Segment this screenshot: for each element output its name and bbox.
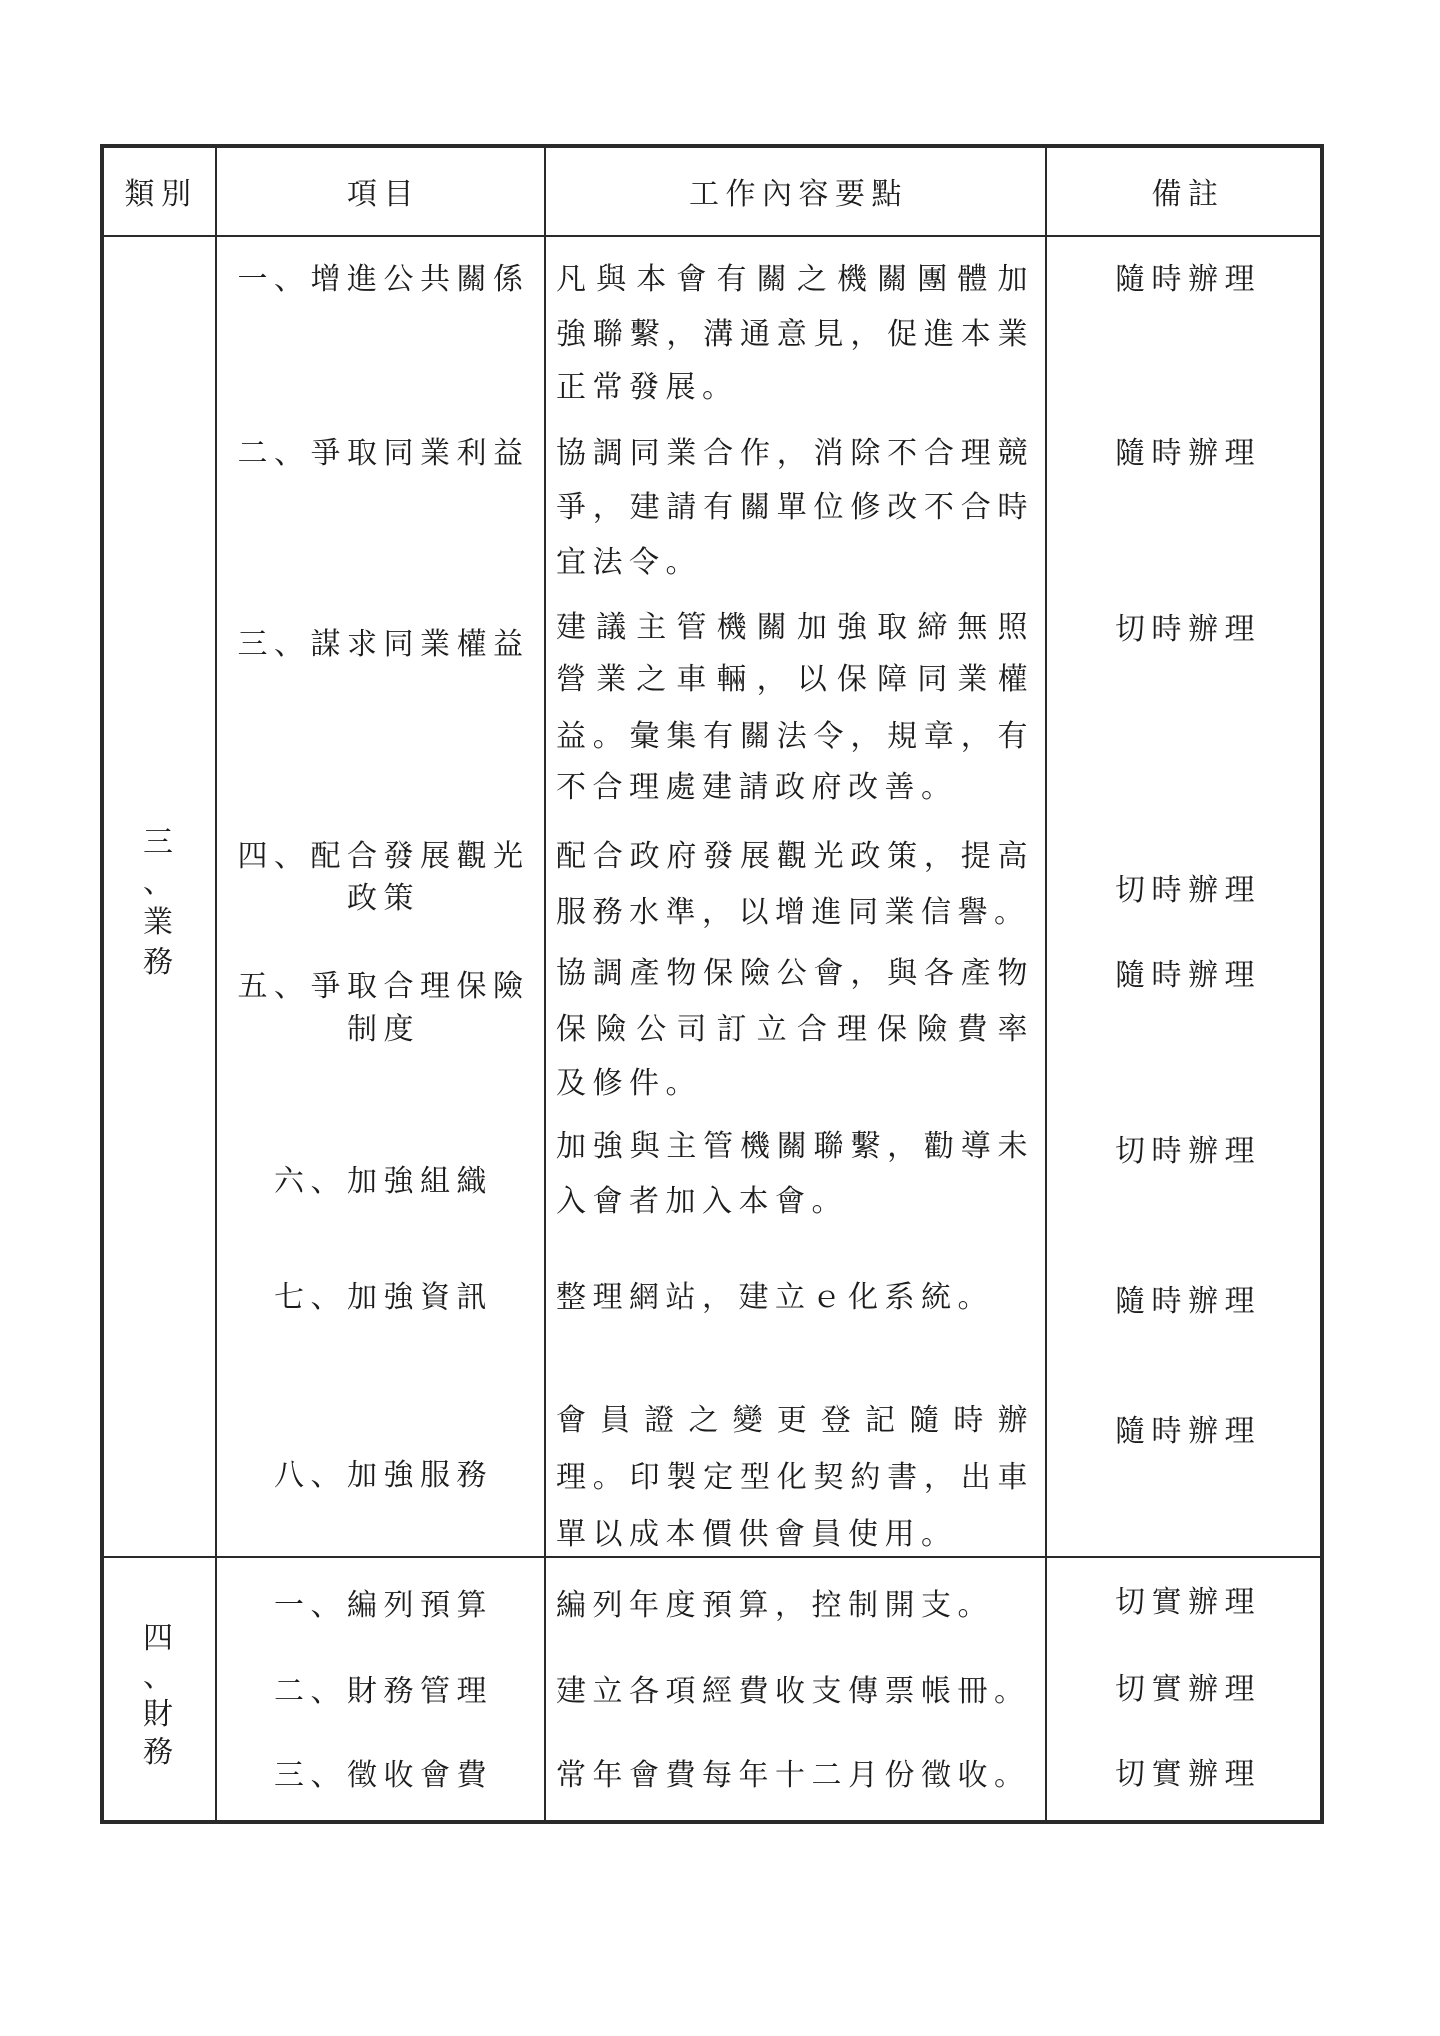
row-note: 切實辦理 — [1115, 1672, 1261, 1707]
row-item: 八、加強服務 — [274, 1458, 493, 1493]
row-note: 隨時辦理 — [1115, 958, 1261, 993]
row-content-line: 凡與本會有關之機關團體加 — [556, 262, 1034, 297]
row-content-line: 服務水準，以增進同業信譽。 — [556, 895, 1031, 930]
row-content-line: 宜法令。 — [556, 545, 702, 580]
row-content-line: 爭，建請有關單位修改不合時 — [556, 490, 1034, 525]
header-note: 備註 — [1151, 177, 1225, 212]
row-note: 切時辦理 — [1115, 1134, 1261, 1169]
row-note: 隨時辦理 — [1115, 436, 1261, 471]
header-category: 類別 — [124, 177, 198, 212]
row-content-line: 及修件。 — [556, 1066, 702, 1101]
row-item: 七、加強資訊 — [274, 1280, 493, 1315]
row-content-line: 營業之車輛，以保障同業權 — [556, 662, 1034, 697]
row-content-line: 正常發展。 — [556, 370, 739, 405]
section-category-label: 三、業務 — [143, 825, 173, 980]
header-divider — [100, 235, 1324, 237]
row-content-line: 會員證之變更登記隨時辦 — [556, 1403, 1034, 1438]
row-content-line: 理。印製定型化契約書，出車 — [556, 1460, 1034, 1495]
row-content-line: 保險公司訂立合理保險費率 — [556, 1012, 1034, 1047]
row-content-line: 協調產物保險公會，與各產物 — [556, 956, 1034, 991]
row-item-continued: 政策 — [347, 881, 420, 916]
row-item: 三、謀求同業權益 — [237, 627, 530, 662]
row-content-line: 入會者加入本會。 — [556, 1184, 848, 1219]
section-category-label: 四、財務 — [143, 1621, 173, 1770]
row-note: 切實辦理 — [1115, 1757, 1261, 1792]
row-item: 二、財務管理 — [274, 1674, 493, 1709]
row-item: 三、徵收會費 — [274, 1758, 493, 1793]
row-item: 二、爭取同業利益 — [237, 436, 530, 471]
row-content-line: 強聯繫，溝通意見，促進本業 — [556, 317, 1034, 352]
row-item: 四、配合發展觀光 — [237, 839, 530, 874]
row-note: 切時辦理 — [1115, 612, 1261, 647]
row-note: 隨時辦理 — [1115, 1414, 1261, 1449]
row-content-line: 建立各項經費收支傳票帳冊。 — [556, 1674, 1031, 1709]
row-item: 六、加強組織 — [274, 1164, 493, 1199]
row-note: 隨時辦理 — [1115, 1284, 1261, 1319]
row-content-line: 建議主管機關加強取締無照 — [556, 610, 1034, 645]
header-item: 項目 — [347, 177, 420, 212]
row-note: 切時辦理 — [1115, 873, 1261, 908]
row-content-line: 協調同業合作，消除不合理競 — [556, 436, 1034, 471]
row-content-line: 常年會費每年十二月份徵收。 — [556, 1758, 1031, 1793]
row-content-line: 加強與主管機關聯繫，勸導未 — [556, 1129, 1034, 1164]
row-note: 切實辦理 — [1115, 1585, 1261, 1620]
row-content-line: 配合政府發展觀光政策，提高 — [556, 839, 1034, 874]
row-content-line: 編列年度預算，控制開支。 — [556, 1588, 994, 1623]
row-content-line: 不合理處建請政府改善。 — [556, 770, 958, 805]
row-content-line: 益。彙集有關法令，規章，有 — [556, 719, 1034, 754]
row-item-continued: 制度 — [347, 1012, 420, 1047]
row-content-line: 單以成本價供會員使用。 — [556, 1517, 958, 1552]
row-item: 五、爭取合理保險 — [237, 969, 530, 1004]
row-item: 一、增進公共關係 — [237, 262, 530, 297]
row-note: 隨時辦理 — [1115, 262, 1261, 297]
row-content-line: 整理網站，建立ｅ化系統。 — [556, 1280, 994, 1315]
header-content: 工作內容要點 — [689, 177, 908, 212]
row-item: 一、編列預算 — [274, 1588, 493, 1623]
